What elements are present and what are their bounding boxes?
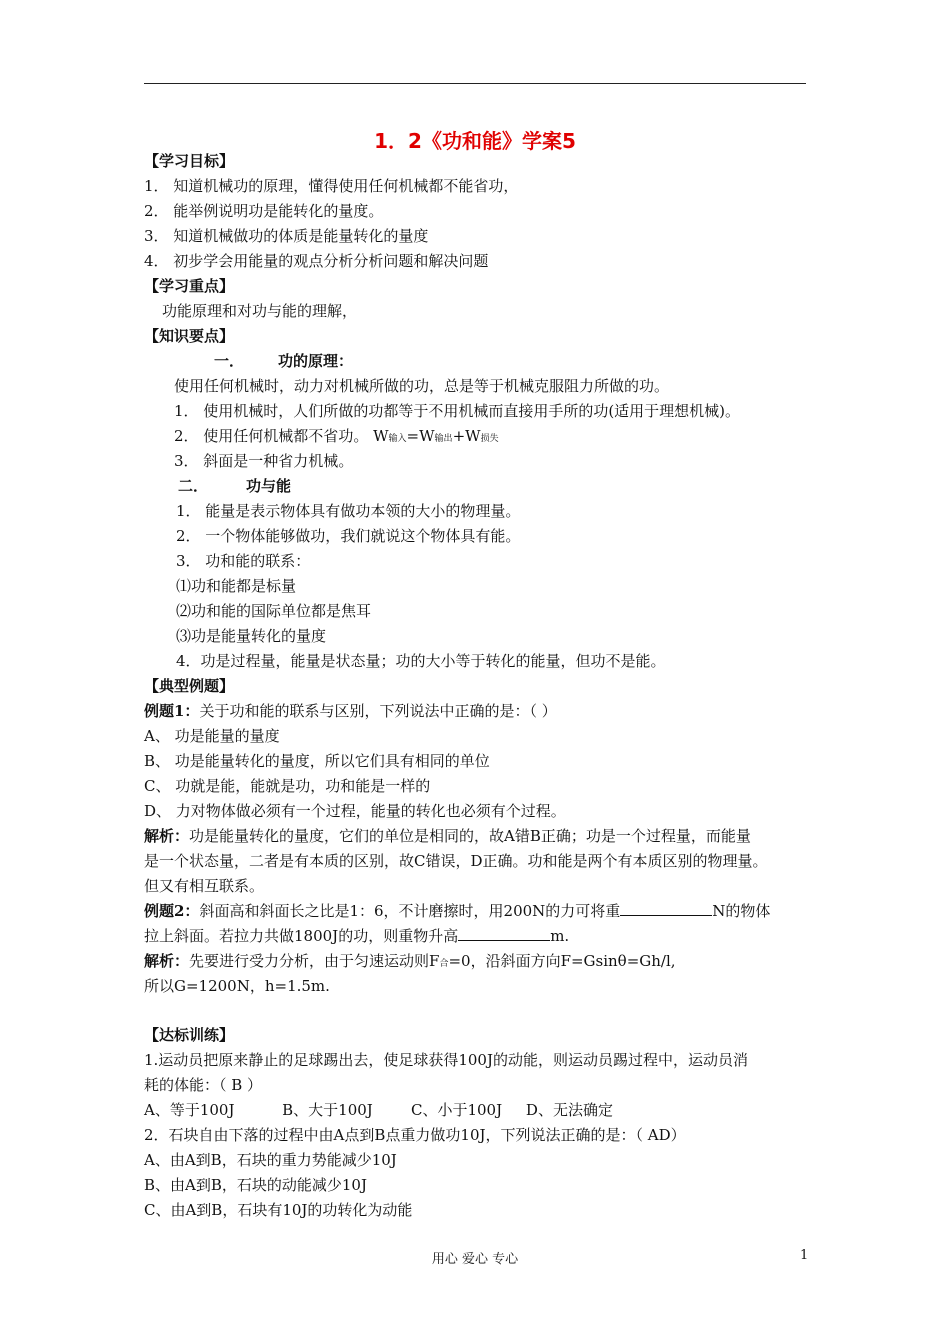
focus-heading: 【学习重点】: [144, 277, 235, 295]
section-one-item: [174, 426, 499, 449]
section-two-item: ⑶功是能量转化的量度: [176, 627, 327, 645]
example-one-option: B、 功是能量转化的量度，所以它们具有相同的单位: [144, 752, 490, 770]
analysis-two-line: 解析：先要进行受力分析，由于匀速运动则F合=0，沿斜面方向F=Gsinθ=Gh/l,: [144, 952, 676, 970]
section-one-number: 一．: [214, 352, 245, 370]
analysis-one-line: 但又有相互联系。: [144, 877, 265, 895]
training-question-two-option: A、由A到B，石块的重力势能减少10J: [144, 1151, 397, 1169]
objective-item: 1． 知道机械功的原理，懂得使用任何机械都不能省功，: [144, 177, 519, 195]
objective-item: 3． 知道机械做功的体质是能量转化的量度: [144, 227, 429, 245]
page-number: 1: [800, 1248, 809, 1263]
analysis-one-line: 是一个状态量，二者是有本质的区别，故C错误，D正确。功和能是两个有本质区别的物理量。: [144, 852, 768, 870]
examples-heading: 【典型例题】: [144, 677, 235, 695]
section-two-number: 二．: [178, 477, 209, 495]
document-title: 1．2《功和能》学案5: [374, 129, 576, 153]
section-one-item: 1． 使用机械时，人们所做的功都等于不用机械而直接用手所的功(适用于理想机械)。: [174, 402, 741, 420]
section-one-intro: 使用任何机械时，动力对机械所做的功，总是等于机械克服阻力所做的功。: [174, 377, 670, 395]
section-one-title: 功的原理：: [278, 352, 354, 370]
example-one-text: 关于功和能的联系与区别，下列说法中正确的是：（ ）: [199, 702, 557, 720]
knowledge-heading: 【知识要点】: [144, 327, 235, 345]
section-two-item: ⑴功和能都是标量: [176, 577, 297, 595]
analysis-label: 解析：: [144, 952, 190, 970]
training-question-two: 2．石块自由下落的过程中由A点到B点重力做功10J，下列说法正确的是：（ AD）: [144, 1126, 686, 1144]
training-question-one-options: A、等于100J B、大于100J C、小于100J D、无法确定: [144, 1101, 613, 1119]
objectives-heading: 【学习目标】: [144, 152, 235, 170]
example-one-option: C、 功就是能，能就是功，功和能是一样的: [144, 777, 431, 795]
section-one-item-text: 2． 使用任何机械都不省功。: [174, 427, 369, 445]
analysis-two-line: 所以G=1200N，h=1.5m.: [144, 977, 330, 995]
example-one-option: A、 功是能量的量度: [144, 727, 280, 745]
section-two-item: 4．功是过程量，能量是状态量；功的大小等于转化的能量，但功不是能。: [176, 652, 666, 670]
section-two-item: 2． 一个物体能够做功，我们就说这个物体具有能。: [176, 527, 521, 545]
example-one-label: 例题1：: [144, 702, 200, 720]
objective-item: 2． 能举例说明功是能转化的量度。: [144, 202, 384, 220]
section-one-item: 3． 斜面是一种省力机械。: [174, 452, 354, 470]
answer-blank[interactable]: [458, 926, 550, 941]
example-two-line: 例题2：斜面高和斜面长之比是1：6，不计磨擦时，用200N的力可将重 N的物体: [144, 902, 771, 920]
focus-text: 功能原理和对功与能的理解，: [162, 302, 358, 320]
training-question-one: 耗的体能：（ B ）: [144, 1076, 263, 1094]
work-formula: W输入=W输出+W损失: [373, 427, 499, 445]
analysis-label: 解析：: [144, 827, 190, 845]
example-one-question: [144, 701, 557, 721]
section-two-item: 3． 功和能的联系：: [176, 552, 311, 570]
example-two-line: 拉上斜面。若拉力共做1800J的功，则重物升高 m.: [144, 927, 570, 945]
training-question-two-option: B、由A到B，石块的动能减少10J: [144, 1176, 367, 1194]
training-question-one: 1.运动员把原来静止的足球踢出去，使足球获得100J的动能，则运动员踢过程中，运动员消: [144, 1051, 748, 1069]
answer-blank[interactable]: [620, 901, 712, 916]
training-question-two-option: C、由A到B，石块有10J的功转化为动能: [144, 1201, 413, 1219]
section-two-item: ⑵功和能的国际单位都是焦耳: [176, 602, 372, 620]
header-rule: [144, 83, 806, 84]
example-one-option: D、 力对物体做必须有一个过程，能量的转化也必须有个过程。: [144, 802, 566, 820]
section-two-title: 功与能: [246, 477, 292, 495]
objective-item: 4． 初步学会用能量的观点分析分析问题和解决问题: [144, 252, 489, 270]
page-footer: 用心 爱心 专心: [431, 1252, 519, 1267]
section-two-item: 1． 能量是表示物体具有做功本领的大小的物理量。: [176, 502, 521, 520]
example-two-label: 例题2：: [144, 902, 200, 920]
training-heading: 【达标训练】: [144, 1026, 235, 1044]
analysis-one-line: 解析：功是能量转化的量度，它们的单位是相同的，故A错B正确；功是一个过程量，而能量: [144, 827, 751, 845]
